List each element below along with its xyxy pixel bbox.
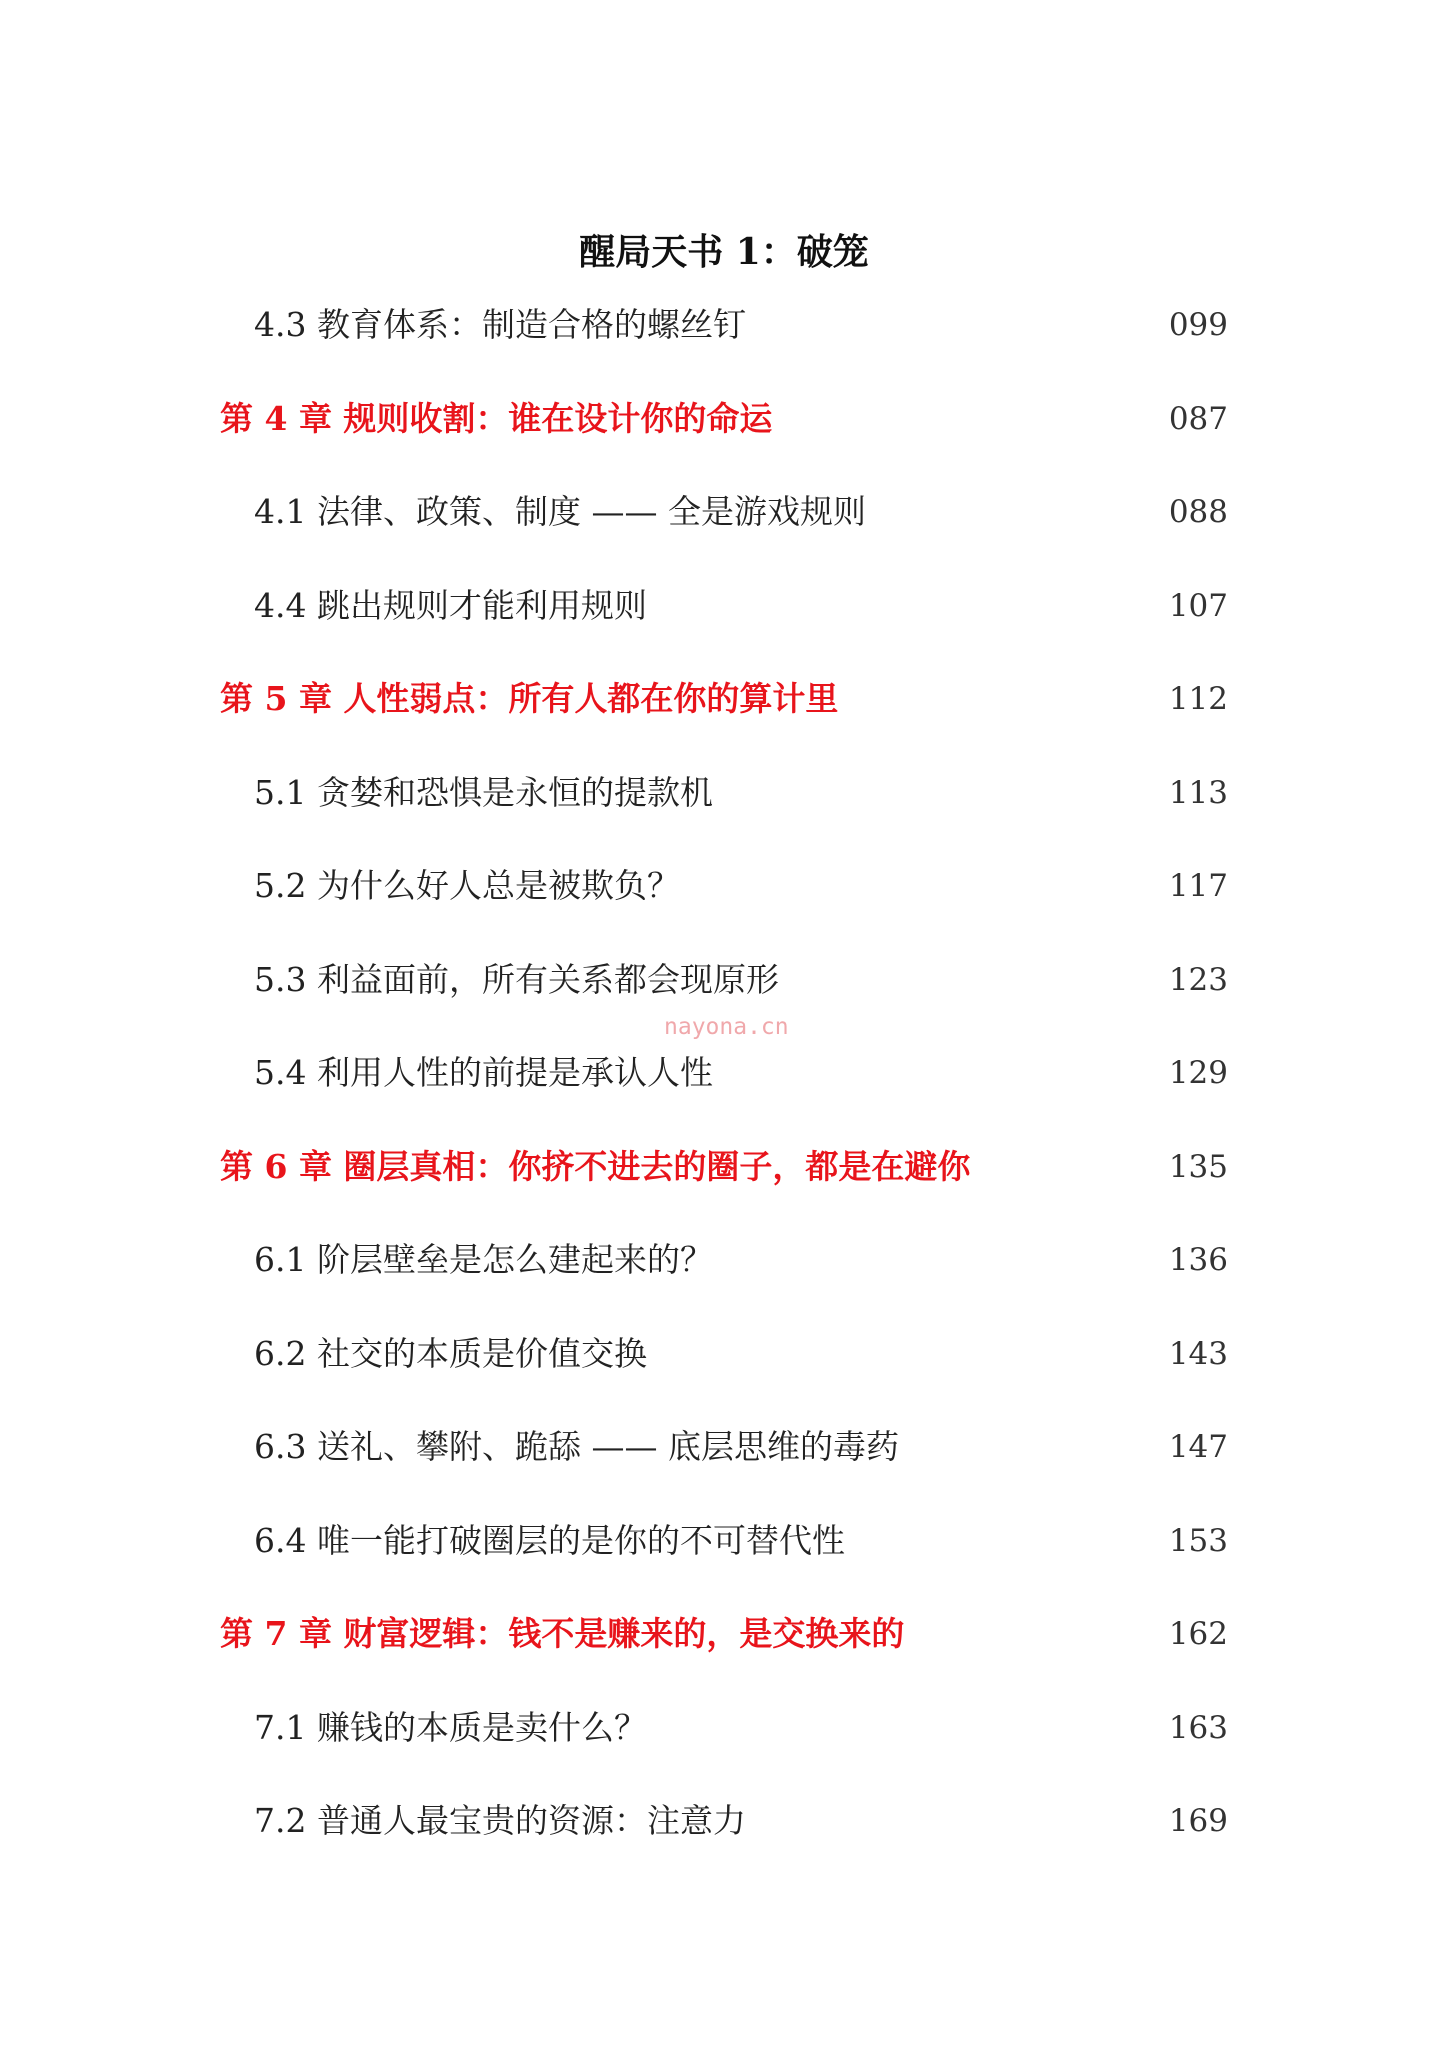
toc-section-7-1	[0, 1686, 1448, 1780]
toc-entry-title: 4.1 法律、政策、制度 —— 全是游戏规则	[254, 492, 866, 531]
toc-entry-title: 6.2 社交的本质是价值交换	[254, 1333, 647, 1373]
toc-page-number: 112	[1168, 681, 1228, 717]
toc-entry-title: 5.3 利益面前，所有关系都会现原形	[254, 959, 779, 999]
toc-entry-title: 7.2 普通人最宝贵的资源：注意力	[254, 1801, 746, 1840]
toc-page-number: 113	[1168, 774, 1228, 811]
toc-page-number: 087	[1168, 400, 1228, 437]
toc-page-number: 147	[1168, 1429, 1228, 1465]
toc-page-number: 169	[1168, 1803, 1228, 1839]
toc-page-number: 099	[1168, 307, 1228, 343]
toc-section-6-2	[0, 1312, 1448, 1406]
toc-page-number: 129	[1168, 1055, 1228, 1091]
toc-section-5-2	[0, 844, 1448, 938]
toc-entry-title: 4.3 教育体系：制造合格的螺丝钉	[254, 305, 746, 344]
toc-page-number: 135	[1168, 1148, 1228, 1185]
toc-page-number: 088	[1168, 494, 1228, 530]
table-of-contents	[0, 283, 1448, 1873]
toc-page-number: 162	[1168, 1616, 1228, 1652]
toc-section-6-1	[0, 1218, 1448, 1312]
toc-chapter-5	[0, 657, 1448, 751]
toc-page-number: 153	[1168, 1522, 1228, 1559]
toc-entry-title: 第 5 章 人性弱点：所有人都在你的算计里	[220, 679, 839, 718]
toc-section-5-1	[0, 751, 1448, 845]
toc-entry-title: 第 6 章 圈层真相：你挤不进去的圈子，都是在避你	[220, 1146, 971, 1186]
toc-entry-title: 5.2 为什么好人总是被欺负？	[254, 866, 680, 905]
toc-chapter-4	[0, 377, 1448, 471]
toc-page-number: 136	[1168, 1242, 1228, 1278]
toc-entry-title: 4.4 跳出规则才能利用规则	[254, 585, 647, 625]
toc-entry-title: 6.1 阶层壁垒是怎么建起来的？	[254, 1240, 713, 1279]
toc-section-4-3	[0, 283, 1448, 377]
toc-entry-title: 第 4 章 规则收割：谁在设计你的命运	[220, 398, 773, 438]
toc-section-4-4	[0, 564, 1448, 658]
toc-section-7-2	[0, 1779, 1448, 1873]
toc-entry-title: 5.1 贪婪和恐惧是永恒的提款机	[254, 772, 713, 812]
toc-page-number: 123	[1168, 961, 1228, 998]
toc-chapter-7	[0, 1592, 1448, 1686]
toc-entry-title: 7.1 赚钱的本质是卖什么？	[254, 1707, 647, 1747]
toc-chapter-6	[0, 1125, 1448, 1219]
toc-section-6-4	[0, 1499, 1448, 1593]
toc-page-number: 143	[1168, 1335, 1228, 1372]
toc-page-number: 107	[1168, 587, 1228, 624]
toc-section-5-4	[0, 1031, 1448, 1125]
toc-entry-title: 5.4 利用人性的前提是承认人性	[254, 1053, 713, 1092]
toc-section-4-1	[0, 470, 1448, 564]
page-title: 醒局天书 1：破笼	[579, 231, 869, 274]
watermark: nayona.cn	[664, 1014, 789, 1040]
toc-section-6-3	[0, 1405, 1448, 1499]
toc-page-number: 163	[1168, 1709, 1228, 1746]
toc-entry-title: 6.4 唯一能打破圈层的是你的不可替代性	[254, 1520, 845, 1560]
toc-entry-title: 6.3 送礼、攀附、跪舔 —— 底层思维的毒药	[254, 1427, 899, 1466]
toc-page-number: 117	[1168, 868, 1228, 904]
toc-entry-title: 第 7 章 财富逻辑：钱不是赚来的，是交换来的	[220, 1614, 905, 1653]
